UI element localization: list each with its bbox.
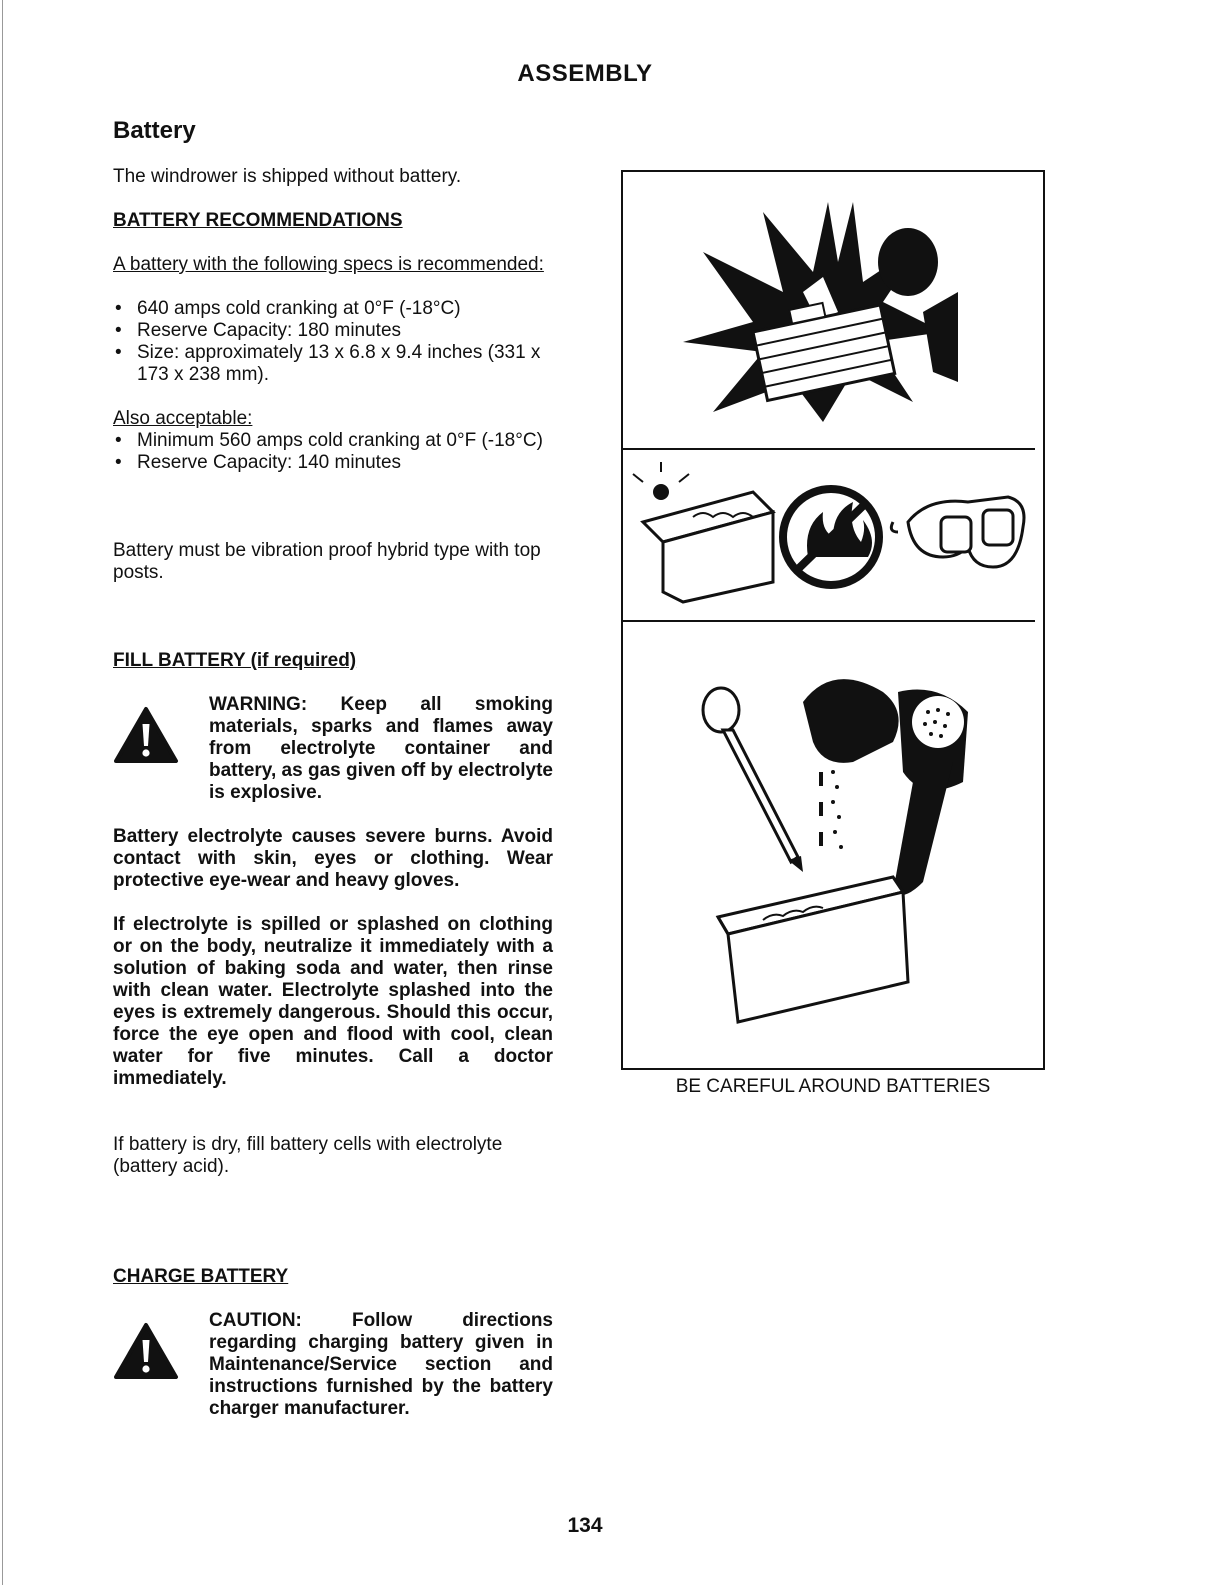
list-item: • 640 amps cold cranking at 0°F (-18°C) bbox=[113, 298, 553, 320]
battery-spark-icon bbox=[633, 462, 773, 602]
page-heading: ASSEMBLY bbox=[517, 60, 653, 87]
also-acceptable-label: Also acceptable: bbox=[113, 408, 253, 429]
section-title: Battery bbox=[113, 117, 196, 144]
list-item: • Minimum 560 amps cold cranking at 0°F (-18°C) bbox=[113, 430, 553, 452]
no-flames-icon bbox=[783, 489, 879, 585]
page-number: 134 bbox=[567, 1514, 603, 1537]
charge-battery-heading: CHARGE BATTERY bbox=[113, 1266, 289, 1287]
list-item: • Size: approximately 13 x 6.8 x 9.4 inches (331 x 173 x 238 mm). bbox=[113, 342, 553, 386]
dry-battery-text: If battery is dry, fill battery cells with electrolyte (battery acid). bbox=[113, 1134, 503, 1177]
safety-goggles-icon bbox=[891, 497, 1024, 567]
hydrometer-filling-icon bbox=[623, 662, 1043, 1052]
warning-triangle-icon bbox=[113, 706, 179, 764]
list-item: • Reserve Capacity: 140 minutes bbox=[113, 452, 553, 474]
battery-safety-figure bbox=[621, 170, 1045, 1070]
battery-hazard-icons bbox=[623, 462, 1043, 612]
figure-caption: BE CAREFUL AROUND BATTERIES bbox=[675, 1076, 991, 1097]
caution-triangle-icon bbox=[113, 1322, 179, 1380]
recommendations-lead: A battery with the following specs is recommended: bbox=[113, 254, 544, 275]
page-edge bbox=[2, 0, 3, 1585]
also-acceptable-list bbox=[113, 430, 553, 474]
figure-divider bbox=[623, 448, 1035, 450]
battery-explosion-icon bbox=[623, 182, 1043, 442]
battery-type-note: Battery must be vibration proof hybrid type with top posts. bbox=[113, 540, 541, 583]
charge-caution-text: CAUTION: Follow directions regarding charging battery given in Maintenance/Service section and instructions furnished by the battery charger manufacturer. bbox=[209, 1310, 553, 1419]
fill-warning-text: WARNING: Keep all smoking materials, sparks and flames away from electrolyte container and battery, as gas given off by electrolyte is explosive. bbox=[209, 694, 553, 803]
list-item: • Reserve Capacity: 180 minutes bbox=[113, 320, 553, 342]
figure-divider bbox=[623, 620, 1035, 622]
burns-warning-text: Battery electrolyte causes severe burns. Avoid contact with skin, eyes or clothing. Wear protective eye-wear and heavy gloves. bbox=[113, 826, 553, 891]
recommendations-list bbox=[113, 298, 553, 386]
intro-text: The windrower is shipped without battery. bbox=[113, 166, 462, 187]
spill-instructions-text: If electrolyte is spilled or splashed on clothing or on the body, neutralize it immediately with a solution of baking soda and water, then rinse with clean water. Electrolyte splashed into the eyes is extremely dangerous. Should this occur, force the eye open and flood with cool, clean water for five minutes. Call a doctor immediately. bbox=[113, 914, 553, 1089]
recommendations-heading: BATTERY RECOMMENDATIONS bbox=[113, 210, 403, 231]
fill-battery-heading: FILL BATTERY (if required) bbox=[113, 650, 357, 671]
